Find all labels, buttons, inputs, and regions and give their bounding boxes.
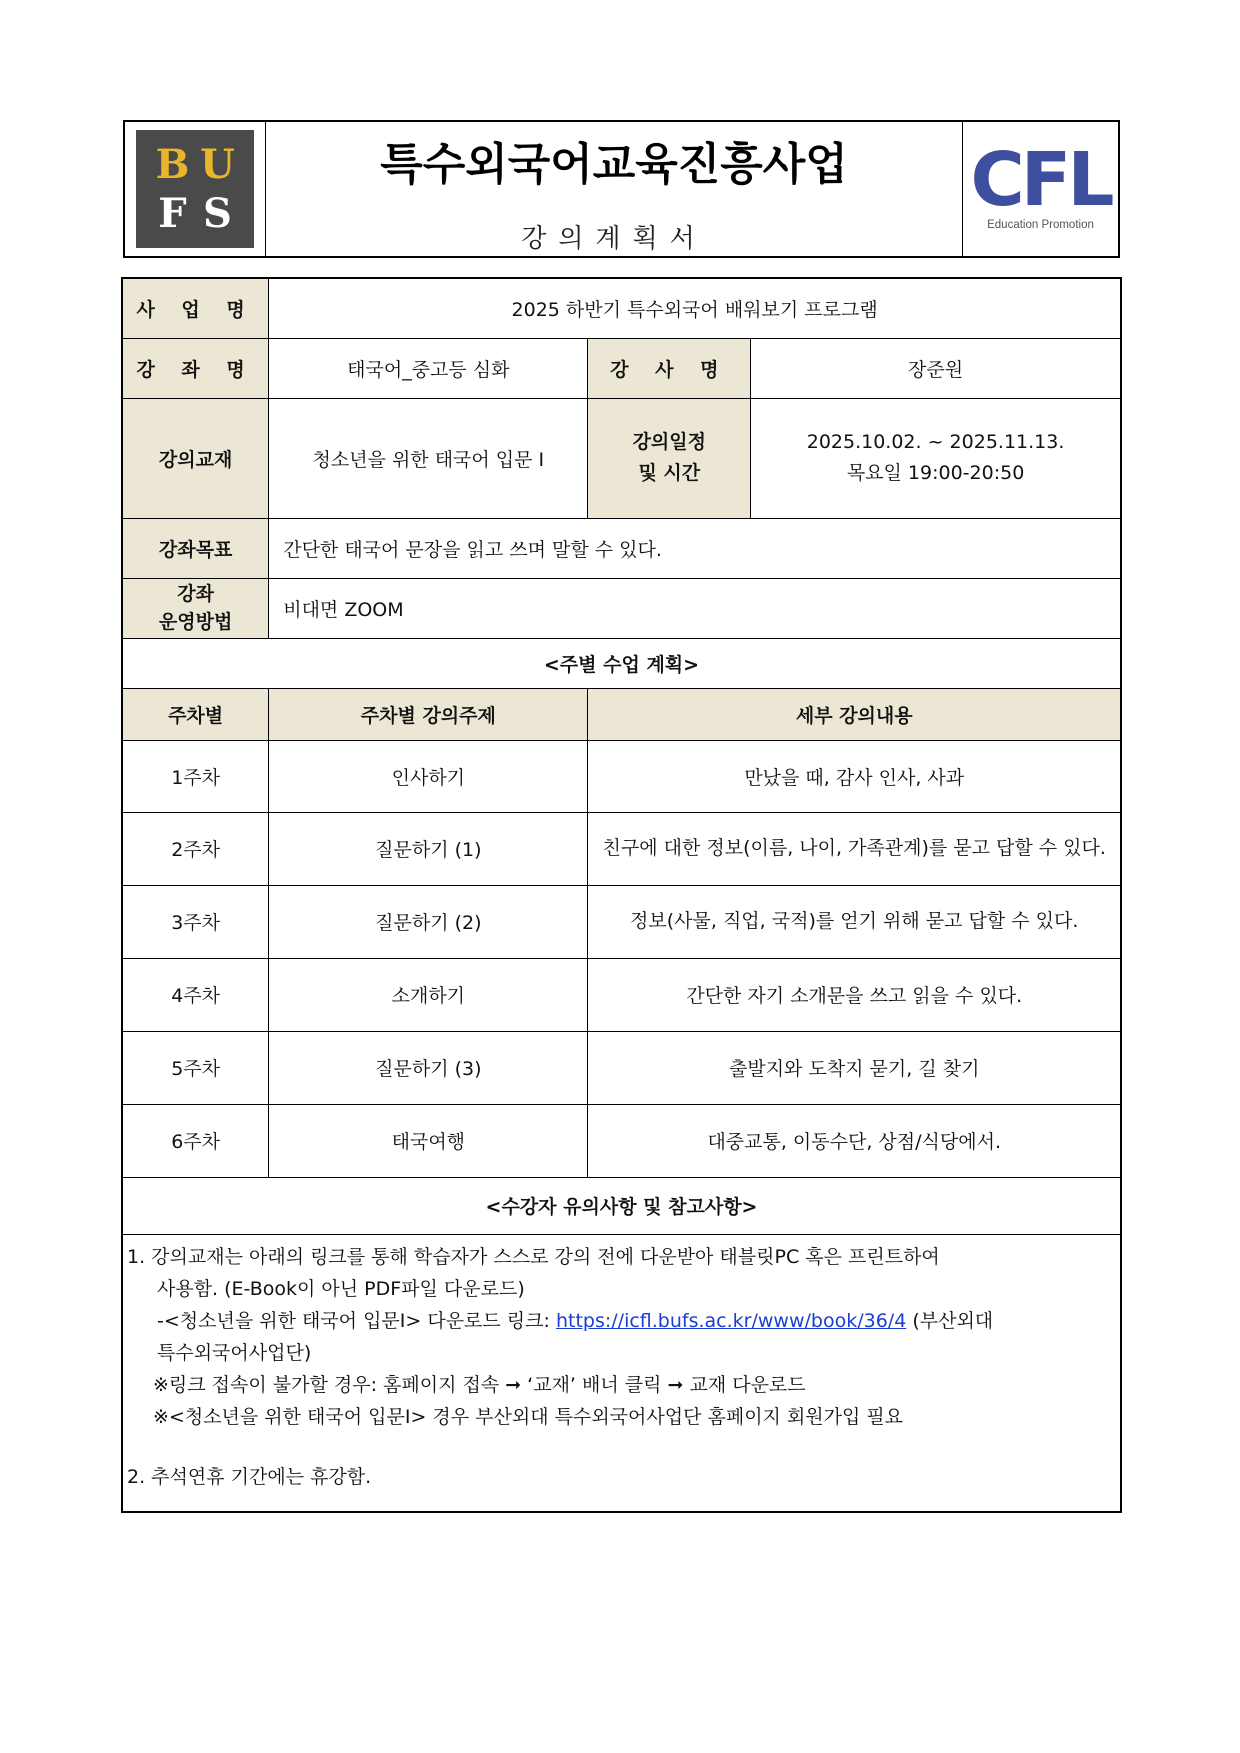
detail-cell: 간단한 자기 소개문을 쓰고 읽을 수 있다. <box>588 958 1121 1031</box>
schedule-label-line: 및 시간 <box>638 462 701 484</box>
instructor-value: 장준원 <box>751 338 1121 398</box>
topic-cell: 질문하기 (2) <box>269 885 588 958</box>
document-header <box>123 120 1120 258</box>
bufs-logo-letter: B <box>155 140 190 188</box>
notes-cell <box>122 1234 1121 1512</box>
textbook-download-link[interactable]: https://icfl.bufs.ac.kr/www/book/36/4 <box>555 1309 907 1332</box>
note-item-1-link-line <box>127 1305 1116 1337</box>
textbook-label: 강의교재 <box>122 398 269 518</box>
topic-cell: 인사하기 <box>269 740 588 812</box>
bufs-logo-letter: F <box>158 189 187 237</box>
notes-row <box>122 1234 1121 1512</box>
schedule-label <box>588 398 751 518</box>
notes-section-title: <수강자 유의사항 및 참고사항> <box>122 1177 1121 1234</box>
link-suffix: (부산외대 <box>906 1309 994 1332</box>
bufs-logo-letter: S <box>203 189 232 237</box>
weekly-header-detail: 세부 강의내용 <box>588 688 1121 740</box>
bufs-logo-cell <box>125 122 266 256</box>
weekly-section-row <box>122 638 1121 688</box>
cfl-logo: CFL <box>970 136 1111 223</box>
method-value: 비대면 ZOOM <box>269 578 1121 638</box>
topic-cell: 질문하기 (1) <box>269 812 588 885</box>
method-label <box>122 578 269 638</box>
week-cell: 6주차 <box>122 1104 269 1177</box>
notes-spacer <box>127 1433 1116 1461</box>
link-prefix: -<청소년을 위한 태국어 입문I> 다운로드 링크: <box>157 1309 556 1332</box>
topic-cell: 태국여행 <box>269 1104 588 1177</box>
goal-label: 강좌목표 <box>122 518 269 578</box>
document-subtitle: 강의계획서 <box>521 223 707 254</box>
topic-cell: 질문하기 (3) <box>269 1031 588 1104</box>
weekly-row <box>122 812 1121 885</box>
document-title: 특수외국어교육진흥사업 <box>380 138 848 190</box>
schedule-label-line: 강의일정 <box>632 431 706 453</box>
note-item-1-line: 사용함. (E-Book이 아닌 PDF파일 다운로드) <box>157 1277 525 1300</box>
bufs-logo-letter: U <box>200 140 235 188</box>
schedule-time: 목요일 19:00-20:50 <box>846 462 1025 484</box>
textbook-row <box>122 398 1121 518</box>
instructor-label: 강 사 명 <box>588 338 751 398</box>
detail-cell: 대중교통, 이동수단, 상점/식당에서. <box>588 1104 1121 1177</box>
weekly-header-week: 주차별 <box>122 688 269 740</box>
method-label-line: 운영방법 <box>158 611 233 633</box>
schedule-dates: 2025.10.02. ~ 2025.11.13. <box>806 431 1065 453</box>
course-label: 강 좌 명 <box>122 338 269 398</box>
weekly-header-row <box>122 688 1121 740</box>
note-item-1-remark: ※<청소년을 위한 태국어 입문I> 경우 부산외대 특수외국어사업단 홈페이지 회원가입 필요 <box>153 1405 904 1428</box>
week-cell: 1주차 <box>122 740 269 812</box>
bufs-logo <box>136 130 254 248</box>
weekly-row <box>122 1104 1121 1177</box>
schedule-value <box>751 398 1121 518</box>
course-value: 태국어_중고등 심화 <box>269 338 588 398</box>
weekly-header-topic: 주차별 강의주제 <box>269 688 588 740</box>
project-label: 사 업 명 <box>122 278 269 338</box>
note-item-1-line: 특수외국어사업단) <box>157 1341 312 1364</box>
detail-cell: 친구에 대한 정보(이름, 나이, 가족관계)를 묻고 답할 수 있다. <box>588 812 1121 885</box>
detail-cell: 출발지와 도착지 묻기, 길 찾기 <box>588 1031 1121 1104</box>
weekly-row <box>122 958 1121 1031</box>
header-title-cell <box>266 122 962 256</box>
weekly-row <box>122 740 1121 812</box>
method-label-line: 강좌 <box>177 583 214 605</box>
cfl-logo-caption: Education Promotion <box>987 219 1094 232</box>
weekly-row <box>122 1031 1121 1104</box>
weekly-section-title: <주별 수업 계획> <box>122 638 1121 688</box>
detail-cell: 정보(사물, 직업, 국적)를 얻기 위해 묻고 답할 수 있다. <box>588 885 1121 958</box>
weekly-row <box>122 885 1121 958</box>
note-item-1-remark: ※링크 접속이 불가할 경우: 홈페이지 접속 ➞ ‘교재’ 배너 클릭 ➞ 교재 다운로드 <box>153 1373 806 1396</box>
goal-value: 간단한 태국어 문장을 읽고 쓰며 말할 수 있다. <box>269 518 1121 578</box>
week-cell: 3주차 <box>122 885 269 958</box>
week-cell: 2주차 <box>122 812 269 885</box>
week-cell: 5주차 <box>122 1031 269 1104</box>
detail-cell: 만났을 때, 감사 인사, 사과 <box>588 740 1121 812</box>
notes-section-row <box>122 1177 1121 1234</box>
textbook-value: 청소년을 위한 태국어 입문 I <box>269 398 588 518</box>
project-row <box>122 278 1121 338</box>
project-value: 2025 하반기 특수외국어 배워보기 프로그램 <box>269 278 1121 338</box>
method-row <box>122 578 1121 638</box>
syllabus-table <box>121 277 1122 1513</box>
goal-row <box>122 518 1121 578</box>
week-cell: 4주차 <box>122 958 269 1031</box>
course-row <box>122 338 1121 398</box>
cfl-logo-cell <box>962 122 1118 256</box>
note-item-2: 2. 추석연휴 기간에는 휴강함. <box>127 1465 372 1488</box>
note-item-1-line: 1. 강의교재는 아래의 링크를 통해 학습자가 스스로 강의 전에 다운받아 태블릿PC 혹은 프린트하여 <box>127 1245 940 1268</box>
topic-cell: 소개하기 <box>269 958 588 1031</box>
